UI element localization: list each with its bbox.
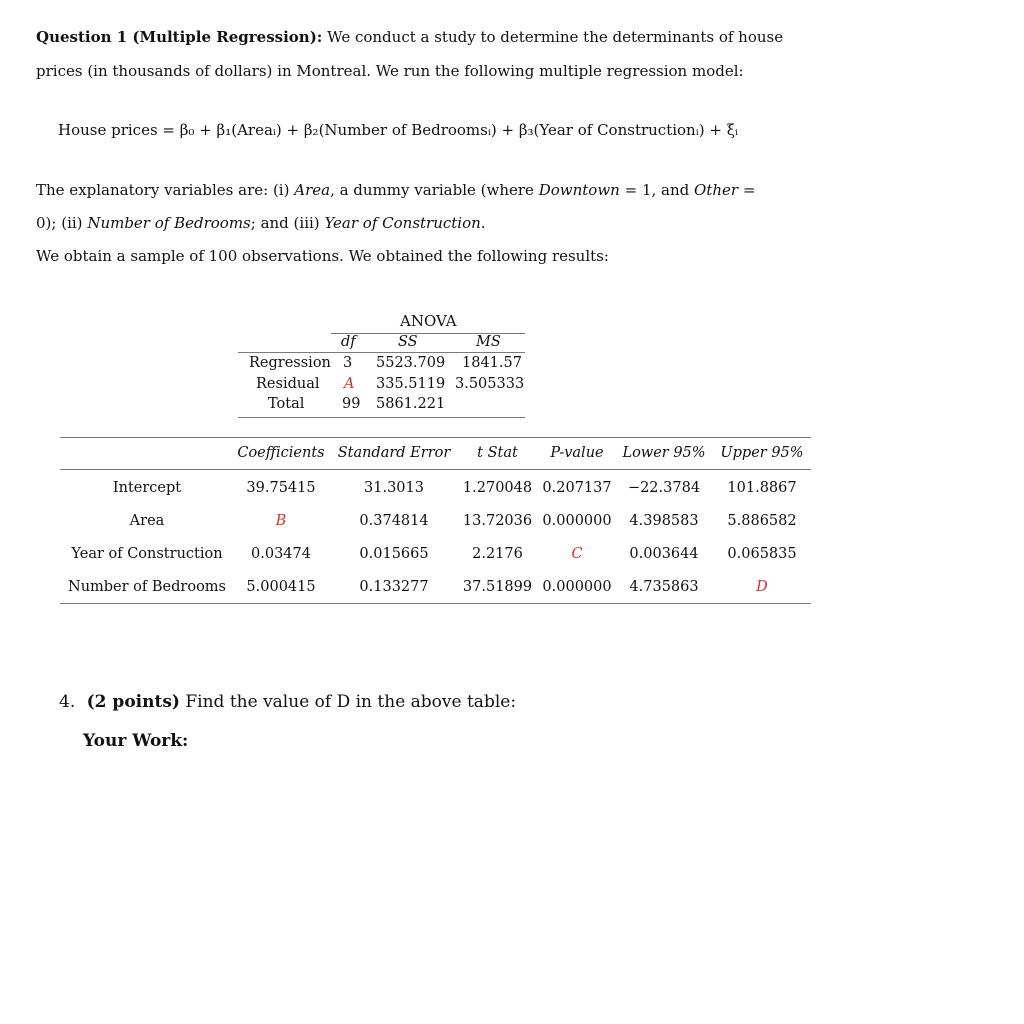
coef-bottom-rule	[60, 603, 811, 604]
anova-header-ss: SS	[398, 334, 418, 350]
coef-header: Coefficients	[237, 445, 325, 461]
coef-cell: −22.3784	[627, 480, 701, 496]
placeholder-c: C	[571, 546, 583, 562]
coef-cell: 5.886582	[727, 513, 797, 529]
coef-cell: 31.3013	[364, 480, 424, 496]
coef-cell: 0.015665	[359, 546, 429, 562]
coef-header: t Stat	[477, 445, 518, 461]
anova-row-ss: 5861.221	[376, 396, 446, 412]
coef-cell: 0.000000	[542, 579, 612, 595]
placeholder-a: A	[344, 376, 355, 392]
coef-header: Standard Error	[337, 445, 451, 461]
coef-cell: 0.000000	[542, 513, 612, 529]
vars-mid3: =	[742, 181, 756, 199]
coef-header: P-value	[550, 445, 604, 461]
coef-cell: 0.003644	[629, 546, 699, 562]
anova-row-label: Total	[268, 396, 305, 412]
coef-cell: 101.8867	[727, 480, 797, 496]
coef-cell: 39.75415	[246, 480, 316, 496]
coef-cell: 13.72036	[462, 513, 533, 529]
task-text: Find the value of D in the above table:	[185, 692, 517, 712]
coef-cell: 5.000415	[246, 579, 316, 595]
coef-cell: 0.207137	[542, 480, 612, 496]
question-intro-1: We conduct a study to determine the determinants of house	[327, 28, 784, 46]
vars-mid2: = 1, and	[624, 181, 690, 199]
var-year: Year of Construction	[324, 214, 481, 232]
model-equation: House prices = β₀ + β₁(Areaᵢ) + β₂(Number of Bedroomsᵢ) + β₃(Year of Constructionᵢ) + ξᵢ	[58, 121, 738, 139]
coef-cell: 0.133277	[359, 579, 429, 595]
anova-header-rule	[238, 352, 525, 353]
placeholder-d: D	[756, 579, 768, 595]
coef-cell: 37.51899	[462, 579, 533, 595]
your-work-label: Your Work:	[83, 731, 189, 751]
coef-cell: 0.374814	[359, 513, 429, 529]
coef-top-rule	[60, 437, 811, 438]
anova-row-label: Regression	[249, 355, 331, 371]
vars-line2-prefix: 0); (ii)	[36, 214, 83, 232]
anova-row-ms: 1841.57	[462, 355, 522, 371]
anova-row-df: 99	[342, 396, 361, 412]
coef-cell: 4.398583	[629, 513, 699, 529]
anova-title: ANOVA	[400, 312, 457, 330]
coef-header: Upper 95%	[720, 445, 804, 461]
anova-header-ms: MS	[476, 334, 501, 350]
task-line	[59, 692, 516, 712]
anova-row-label: Residual	[256, 376, 320, 392]
sample-line: We obtain a sample of 100 observations. We obtained the following results:	[36, 247, 609, 265]
anova-row-ss: 335.5119	[376, 376, 446, 392]
anova-row-ms: 3.505333	[455, 376, 525, 392]
task-points: (2 points)	[86, 692, 180, 712]
coef-cell: 4.735863	[629, 579, 699, 595]
vars-mid1: , a dummy variable (where	[330, 181, 534, 199]
variables-line-2	[36, 214, 486, 232]
question-intro-2: prices (in thousands of dollars) in Montreal. We run the following multiple regression model:	[36, 62, 744, 80]
var-downtown: Downtown	[538, 181, 620, 199]
coef-cell: 1.270048	[462, 480, 533, 496]
coef-row-label: Number of Bedrooms	[68, 579, 226, 595]
vars-prefix: The explanatory variables are: (i)	[36, 181, 290, 199]
coef-header-rule	[60, 469, 811, 470]
task-number: 4.	[59, 692, 76, 712]
anova-row-df: 3	[343, 355, 353, 371]
question-heading: Question 1 (Multiple Regression):	[36, 28, 323, 46]
anova-row-ss: 5523.709	[376, 355, 446, 371]
anova-header-df: df	[341, 334, 356, 350]
coef-cell: 2.2176	[472, 546, 523, 562]
coef-cell: 0.03474	[251, 546, 311, 562]
var-area: Area	[294, 181, 331, 199]
question-heading-line	[36, 28, 783, 46]
coef-row-label: Intercept	[112, 480, 182, 496]
var-bedrooms: Number of Bedrooms	[87, 214, 251, 232]
placeholder-b: B	[275, 513, 287, 529]
anova-bottom-rule	[238, 417, 525, 418]
vars-line2-mid: ; and (iii)	[250, 214, 320, 232]
variables-line-1	[36, 181, 755, 199]
var-other: Other	[694, 181, 739, 199]
coef-header: Lower 95%	[622, 445, 706, 461]
coef-cell: 0.065835	[727, 546, 797, 562]
vars-line2-end: .	[480, 214, 486, 232]
coef-row-label: Area	[129, 513, 165, 529]
coef-row-label: Year of Construction	[71, 546, 223, 562]
